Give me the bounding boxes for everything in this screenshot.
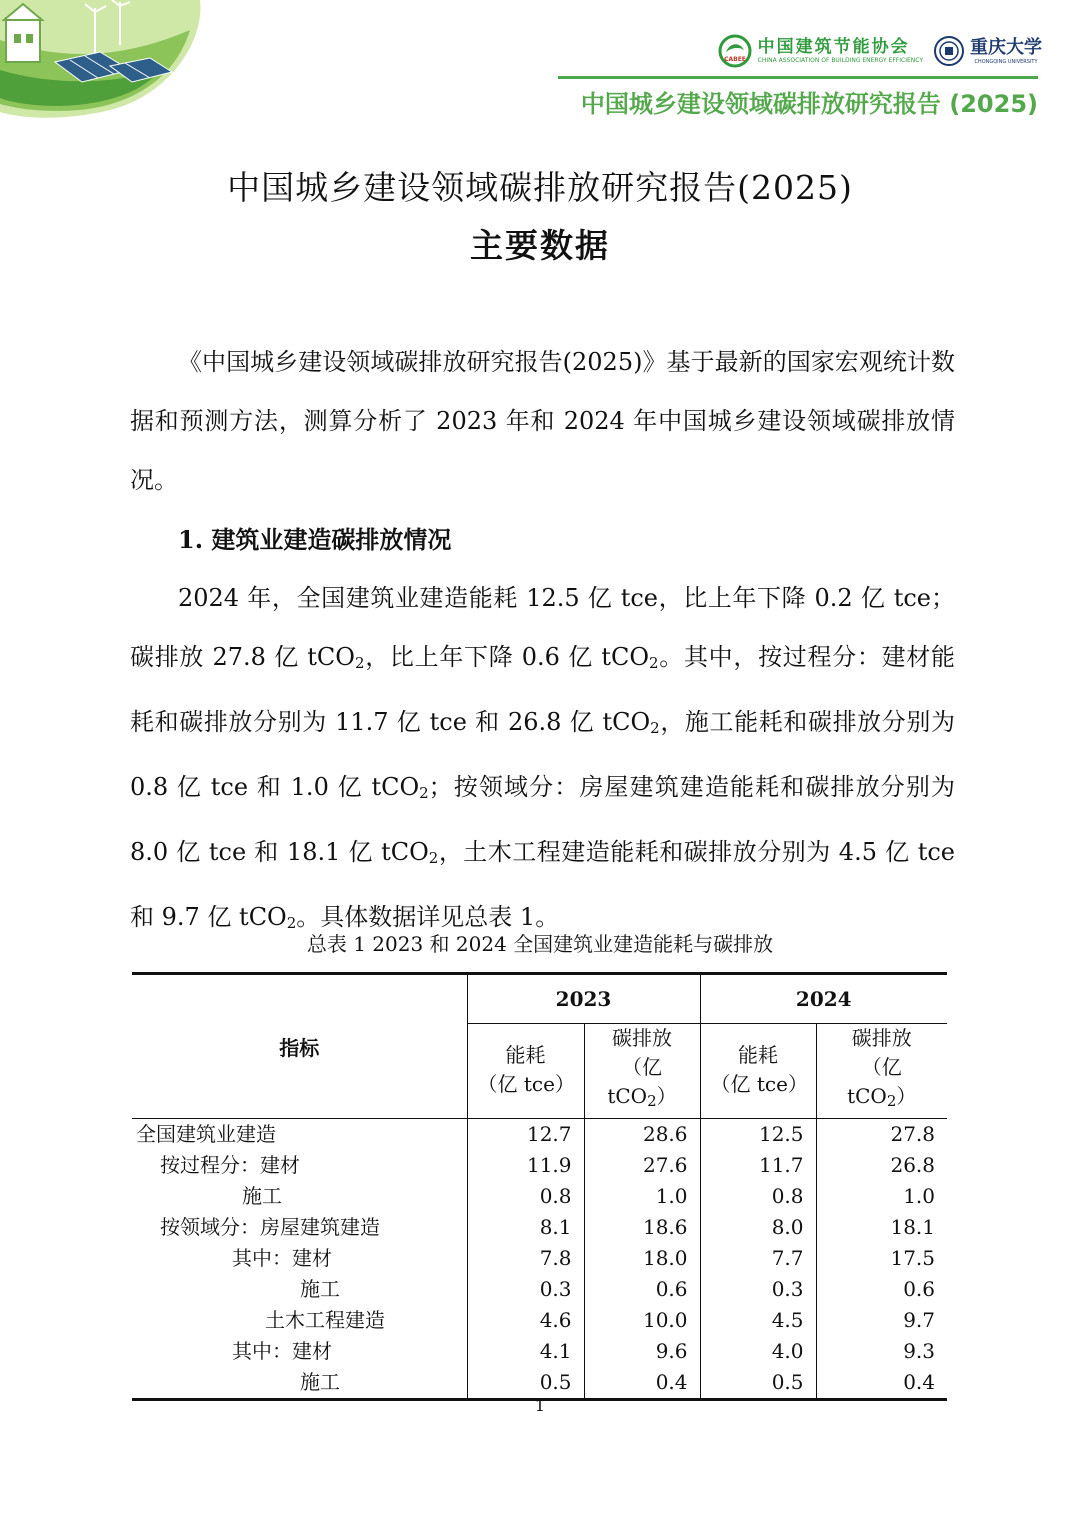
row-label: 土木工程建造: [265, 1308, 385, 1332]
cell-value: 4.5: [700, 1305, 816, 1336]
col-carbon-2024: 碳排放 （亿 tCO$_2$）: [816, 1024, 947, 1119]
section-paragraph: 2024 年，全国建筑业建造能耗 12.5 亿 tce，比上年下降 0.2 亿 tce；碳排放 27.8 亿 tCO$_2$，比上年下降 0.6 亿 tCO$_2$。其中，按过程分：建材能耗和碳排放分别为 11.7 亿 tce 和 26.8 亿 tCO$_2$，施工能耗和碳排放分别为 0.8 亿 tce 和 1.0 亿 tCO$_2$；按领域分：房屋建筑建造能耗和碳排放分别为 8.0 亿 tce 和 18.1 亿 tCO$_2$，土木工程建造能耗和碳排放分别为 4.5 亿 tce 和 9.7 亿 tCO$_2$。具体数据详见总表 1。: [130, 584, 956, 932]
cell-value: 0.5: [700, 1367, 816, 1400]
cabee-logo: [718, 34, 923, 68]
cell-value: 12.5: [700, 1119, 816, 1151]
cabee-name-en: CHINA ASSOCIATION OF BUILDING ENERGY EFFICIENCY: [757, 57, 923, 64]
row-label: 全国建筑业建造: [136, 1122, 276, 1146]
cqu-name: 重庆大学: [970, 37, 1042, 58]
cell-value: 27.6: [584, 1150, 700, 1181]
table-row: [132, 1119, 947, 1151]
year-header-2024: 2024: [700, 974, 947, 1024]
data-table: [132, 972, 947, 1401]
cell-value: 0.5: [467, 1367, 584, 1400]
cell-value: 10.0: [584, 1305, 700, 1336]
cell-value: 0.6: [816, 1274, 947, 1305]
cell-value: 7.7: [700, 1243, 816, 1274]
cell-value: 18.6: [584, 1212, 700, 1243]
col-energy-2024: 能耗 （亿 tce）: [700, 1024, 816, 1119]
page-number: 1: [534, 1396, 546, 1415]
index-header: 指标: [132, 974, 467, 1119]
cell-value: 7.8: [467, 1243, 584, 1274]
cell-value: 12.7: [467, 1119, 584, 1151]
table-row: [132, 1336, 947, 1367]
cell-value: 8.0: [700, 1212, 816, 1243]
green-energy-banner: [0, 0, 240, 125]
cell-value: 8.1: [467, 1212, 584, 1243]
intro-paragraph: 《中国城乡建设领域碳排放研究报告(2025)》基于最新的国家宏观统计数据和预测方法，测算分析了 2023 年和 2024 年中国城乡建设领域碳排放情况。: [130, 348, 955, 494]
cell-value: 0.3: [467, 1274, 584, 1305]
cell-value: 0.8: [700, 1181, 816, 1212]
row-label: 按领域分：房屋建筑建造: [160, 1215, 380, 1239]
row-label: 其中：建材: [232, 1246, 332, 1270]
row-label: 施工: [132, 1367, 467, 1400]
cell-value: 4.1: [467, 1336, 584, 1367]
cell-value: 18.1: [816, 1212, 947, 1243]
cell-value: 0.4: [584, 1367, 700, 1400]
cell-value: 27.8: [816, 1119, 947, 1151]
cell-value: 0.8: [467, 1181, 584, 1212]
cell-value: 0.3: [700, 1274, 816, 1305]
cell-value: 11.9: [467, 1150, 584, 1181]
cqu-name-en: CHONGQING UNIVERSITY: [974, 59, 1038, 65]
year-header-2023: 2023: [467, 974, 700, 1024]
cell-value: 18.0: [584, 1243, 700, 1274]
col-carbon-2023: 碳排放 （亿 tCO$_2$）: [584, 1024, 700, 1119]
table-caption: 总表 1 2023 和 2024 全国建筑业建造能耗与碳排放: [306, 932, 774, 956]
header-logos: [718, 34, 1042, 68]
cell-value: 4.6: [467, 1305, 584, 1336]
cell-value: 1.0: [816, 1181, 947, 1212]
row-label: 其中：建材: [232, 1339, 332, 1363]
table-row: [132, 1150, 947, 1181]
table-row: [132, 1212, 947, 1243]
document-title: 中国城乡建设领域碳排放研究报告(2025): [227, 168, 853, 207]
cell-value: 1.0: [584, 1181, 700, 1212]
cell-value: 26.8: [816, 1150, 947, 1181]
cell-value: 0.4: [816, 1367, 947, 1400]
cqu-seal-icon: [933, 35, 965, 67]
svg-text:CABEE: CABEE: [723, 56, 746, 63]
table-row: [132, 1181, 947, 1212]
cabee-emblem-icon: [718, 34, 752, 68]
cell-value: 9.7: [816, 1305, 947, 1336]
cell-value: 9.6: [584, 1336, 700, 1367]
header-divider: [558, 76, 1038, 79]
cell-value: 28.6: [584, 1119, 700, 1151]
document-subtitle: 主要数据: [470, 226, 610, 265]
cqu-logo: [933, 35, 1042, 67]
table-row: [132, 1367, 947, 1400]
header-report-title: 中国城乡建设领域碳排放研究报告 (2025): [580, 90, 1038, 118]
table-row: [132, 1243, 947, 1274]
row-label: 施工: [242, 1184, 282, 1208]
cell-value: 17.5: [816, 1243, 947, 1274]
row-label: 按过程分：建材: [160, 1153, 300, 1177]
row-label: 施工: [300, 1277, 340, 1301]
cabee-name: 中国建筑节能协会: [757, 37, 910, 57]
section-heading: 1. 建筑业建造碳排放情况: [178, 525, 452, 554]
table-row: [132, 1274, 947, 1305]
cell-value: 4.0: [700, 1336, 816, 1367]
col-energy-2023: 能耗 （亿 tce）: [467, 1024, 584, 1119]
table-row: [132, 1305, 947, 1336]
cell-value: 9.3: [816, 1336, 947, 1367]
cell-value: 0.6: [584, 1274, 700, 1305]
cell-value: 11.7: [700, 1150, 816, 1181]
